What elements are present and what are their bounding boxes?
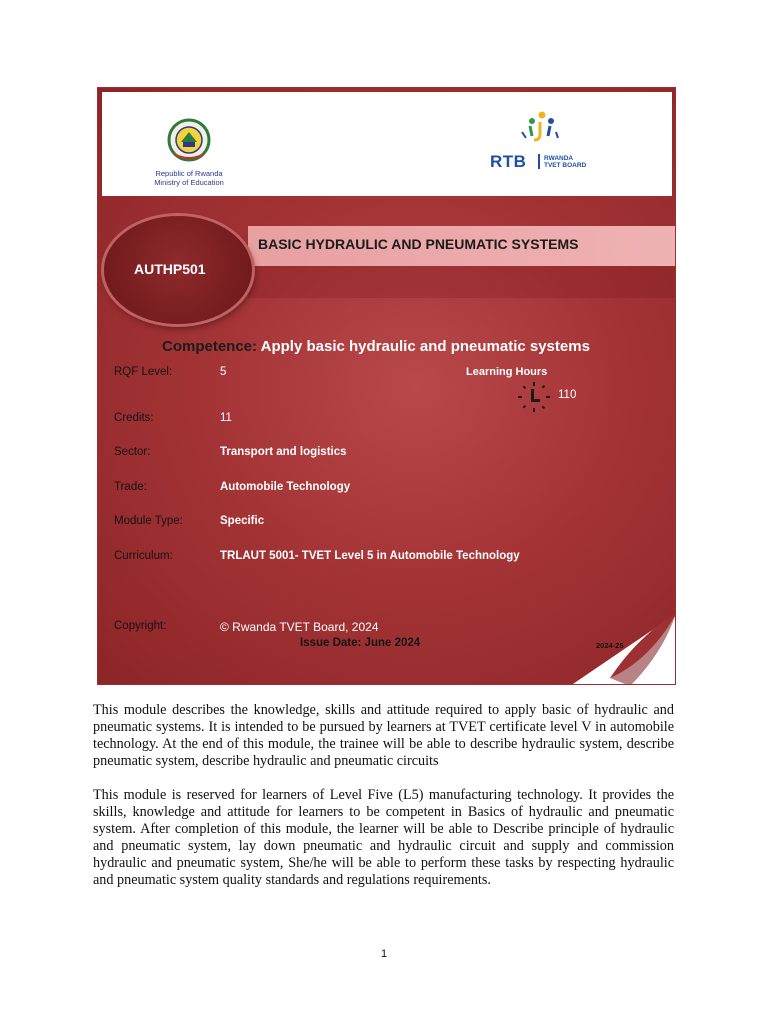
module-title-band bbox=[248, 226, 675, 266]
curriculum-value: TRLAUT 5001- TVET Level 5 in Automobile Technology bbox=[220, 550, 520, 562]
issue-date: Issue Date: June 2024 bbox=[300, 637, 421, 649]
module-type-value: Specific bbox=[220, 515, 265, 527]
trade-label: Trade: bbox=[114, 481, 147, 493]
curriculum-label: Curriculum: bbox=[114, 550, 173, 562]
rqf-level-label: RQF Level: bbox=[114, 366, 173, 378]
sector-value: Transport and logistics bbox=[220, 446, 347, 458]
rtb-divider bbox=[538, 154, 540, 169]
reservation-paragraph: This module is reserved for learners of Level Five (L5) manufacturing technology. It provides the skills, knowledge and attitude for learners to be competent in Basics of hydraulic and pneumatic system. After completion of this module, the learner will be able to Describe principle of hydraulic and pneumatic system, lay down pneumatic and hydraulic circuit and supply and commission hydraulic and pneumatic system, She/he will be able to perform these tasks by respecting hydraulic and pneumatic system quality standards and regulations requirements. bbox=[93, 787, 674, 888]
rwanda-seal-icon bbox=[162, 118, 216, 164]
module-code-badge bbox=[104, 216, 252, 324]
rwanda-line-1: Republic of Rwanda bbox=[155, 169, 223, 178]
rtb-emblem-icon bbox=[518, 110, 562, 150]
copyright-label: Copyright: bbox=[114, 620, 167, 632]
clock-icon bbox=[516, 382, 552, 412]
cover-header bbox=[102, 92, 672, 196]
sector-label: Sector: bbox=[114, 446, 151, 458]
title-band-shadow bbox=[248, 266, 675, 298]
rtb-subtitle: RWANDA TVET BOARD bbox=[544, 155, 587, 169]
learning-hours-value: 110 bbox=[558, 389, 577, 401]
module-title: BASIC HYDRAULIC AND PNEUMATIC SYSTEMS bbox=[258, 236, 579, 252]
module-cover bbox=[98, 88, 675, 684]
description-paragraph: This module describes the knowledge, skills and attitude required to apply basic of hydraulic and pneumatic systems. It is intended to be pursued by learners at TVET certificate level V in automobile technology. At the end of this module, the trainee will be able to describe hydraulic system, describe pneumatic system, describe hydraulic and pneumatic circuits bbox=[93, 702, 674, 769]
trade-value: Automobile Technology bbox=[220, 481, 351, 493]
rqf-level-value: 5 bbox=[220, 366, 227, 378]
module-type-label: Module Type: bbox=[114, 515, 183, 527]
credits-value: 11 bbox=[220, 412, 232, 424]
competence-label: Competence: bbox=[162, 338, 258, 355]
module-code: AUTHP501 bbox=[134, 261, 206, 277]
rwanda-logo bbox=[144, 118, 234, 187]
competence-line bbox=[162, 338, 590, 355]
rwanda-line-2: Ministry of Education bbox=[154, 178, 224, 187]
competence-text: Apply basic hydraulic and pneumatic systems bbox=[257, 338, 590, 355]
year-tag: 2024-25 bbox=[596, 641, 624, 650]
page-number: 1 bbox=[380, 948, 388, 960]
copyright-value: © Rwanda TVET Board, 2024 bbox=[220, 620, 379, 634]
credits-label: Credits: bbox=[114, 412, 154, 424]
rtb-wordmark: RTB bbox=[490, 152, 527, 171]
learning-hours-label: Learning Hours bbox=[466, 366, 548, 378]
